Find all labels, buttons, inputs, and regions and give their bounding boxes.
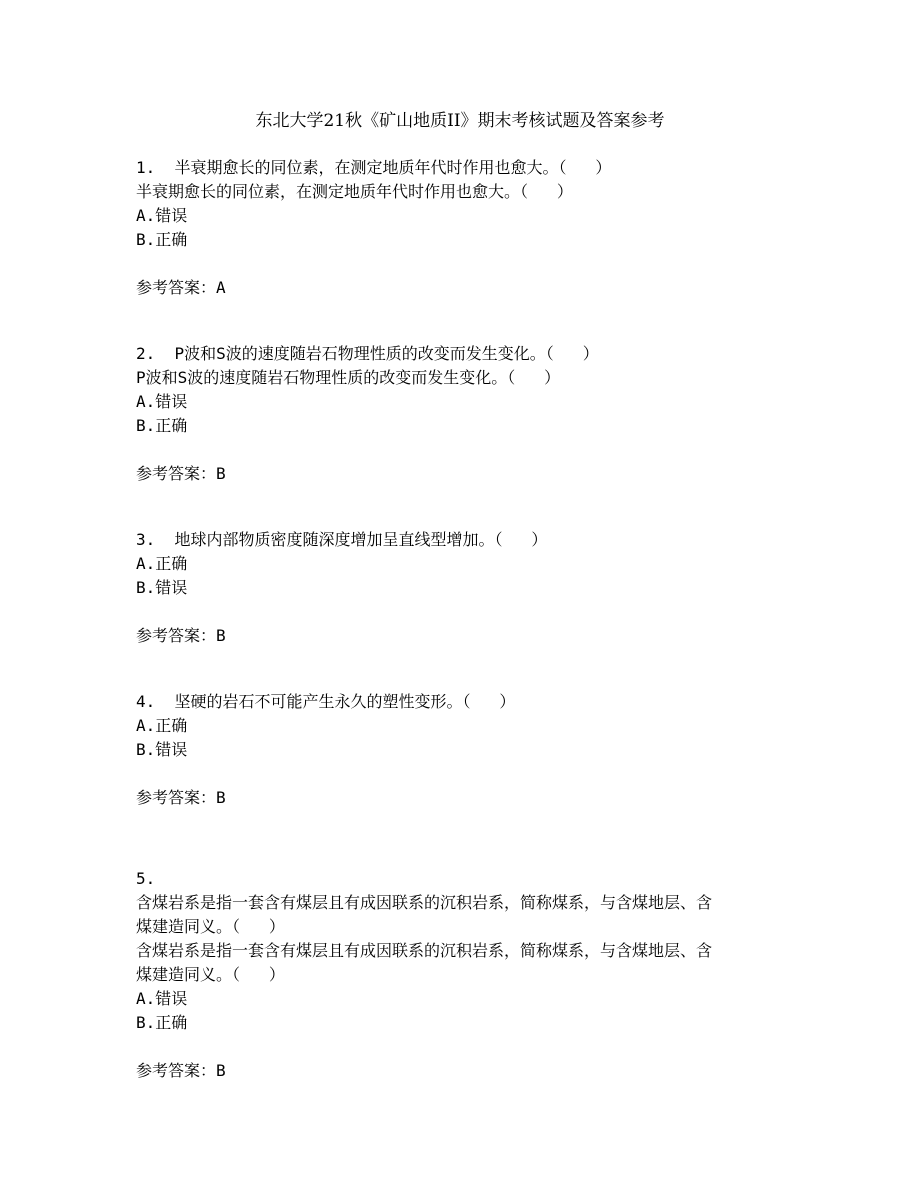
question-heading [136, 528, 796, 552]
spacer [136, 648, 796, 690]
question-text-repeat-line-1: 含煤岩系是指一套含有煤层且有成因联系的沉积岩系，简称煤系，与含煤地层、含 [136, 941, 713, 960]
option-b: B.正确 [136, 1013, 188, 1032]
reference-answer: 参考答案：B [136, 1061, 226, 1080]
question-heading [136, 342, 796, 366]
question-number: 4. [136, 692, 156, 711]
question-number: 1. [136, 158, 156, 177]
option-b: B.错误 [136, 578, 188, 597]
question-number: 5. [136, 869, 156, 888]
question-list [136, 156, 796, 1083]
question-1 [136, 156, 796, 342]
option-a: A.错误 [136, 392, 188, 411]
spacer [136, 486, 796, 528]
question-text: 地球内部物质密度随深度增加呈直线型增加。（ ） [174, 530, 548, 549]
question-text-repeat-line-2: 煤建造同义。（ ） [136, 965, 285, 984]
question-text-repeat: 半衰期愈长的同位素，在测定地质年代时作用也愈大。（ ） [136, 182, 573, 201]
question-text-line-2: 煤建造同义。（ ） [136, 917, 285, 936]
question-heading [136, 156, 796, 180]
question-heading [136, 690, 796, 714]
question-2 [136, 342, 796, 528]
option-b: B.错误 [136, 740, 188, 759]
question-text-repeat: P波和S波的速度随岩石物理性质的改变而发生变化。（ ） [136, 368, 561, 387]
reference-answer: 参考答案：A [136, 278, 226, 297]
document-title: 东北大学21秋《矿山地质II》期末考核试题及答案参考 [255, 111, 665, 131]
question-text: 半衰期愈长的同位素，在测定地质年代时作用也愈大。（ ） [174, 158, 612, 177]
reference-answer: 参考答案：B [136, 788, 226, 807]
question-4 [136, 690, 796, 867]
option-a: A.错误 [136, 989, 188, 1008]
reference-answer: 参考答案：B [136, 626, 226, 645]
question-3 [136, 528, 796, 690]
reference-answer: 参考答案：B [136, 464, 226, 483]
spacer [136, 810, 796, 867]
option-a: A.正确 [136, 716, 188, 735]
question-number: 2. [136, 344, 156, 363]
question-number: 3. [136, 530, 156, 549]
spacer [136, 300, 796, 342]
question-text-line-1: 含煤岩系是指一套含有煤层且有成因联系的沉积岩系，简称煤系，与含煤地层、含 [136, 893, 713, 912]
question-text: P波和S波的速度随岩石物理性质的改变而发生变化。（ ） [174, 344, 599, 363]
option-a: A.正确 [136, 554, 188, 573]
option-a: A.错误 [136, 206, 188, 225]
question-5 [136, 867, 796, 1083]
option-b: B.正确 [136, 230, 188, 249]
option-b: B.正确 [136, 416, 188, 435]
question-text: 坚硬的岩石不可能产生永久的塑性变形。（ ） [174, 692, 516, 711]
